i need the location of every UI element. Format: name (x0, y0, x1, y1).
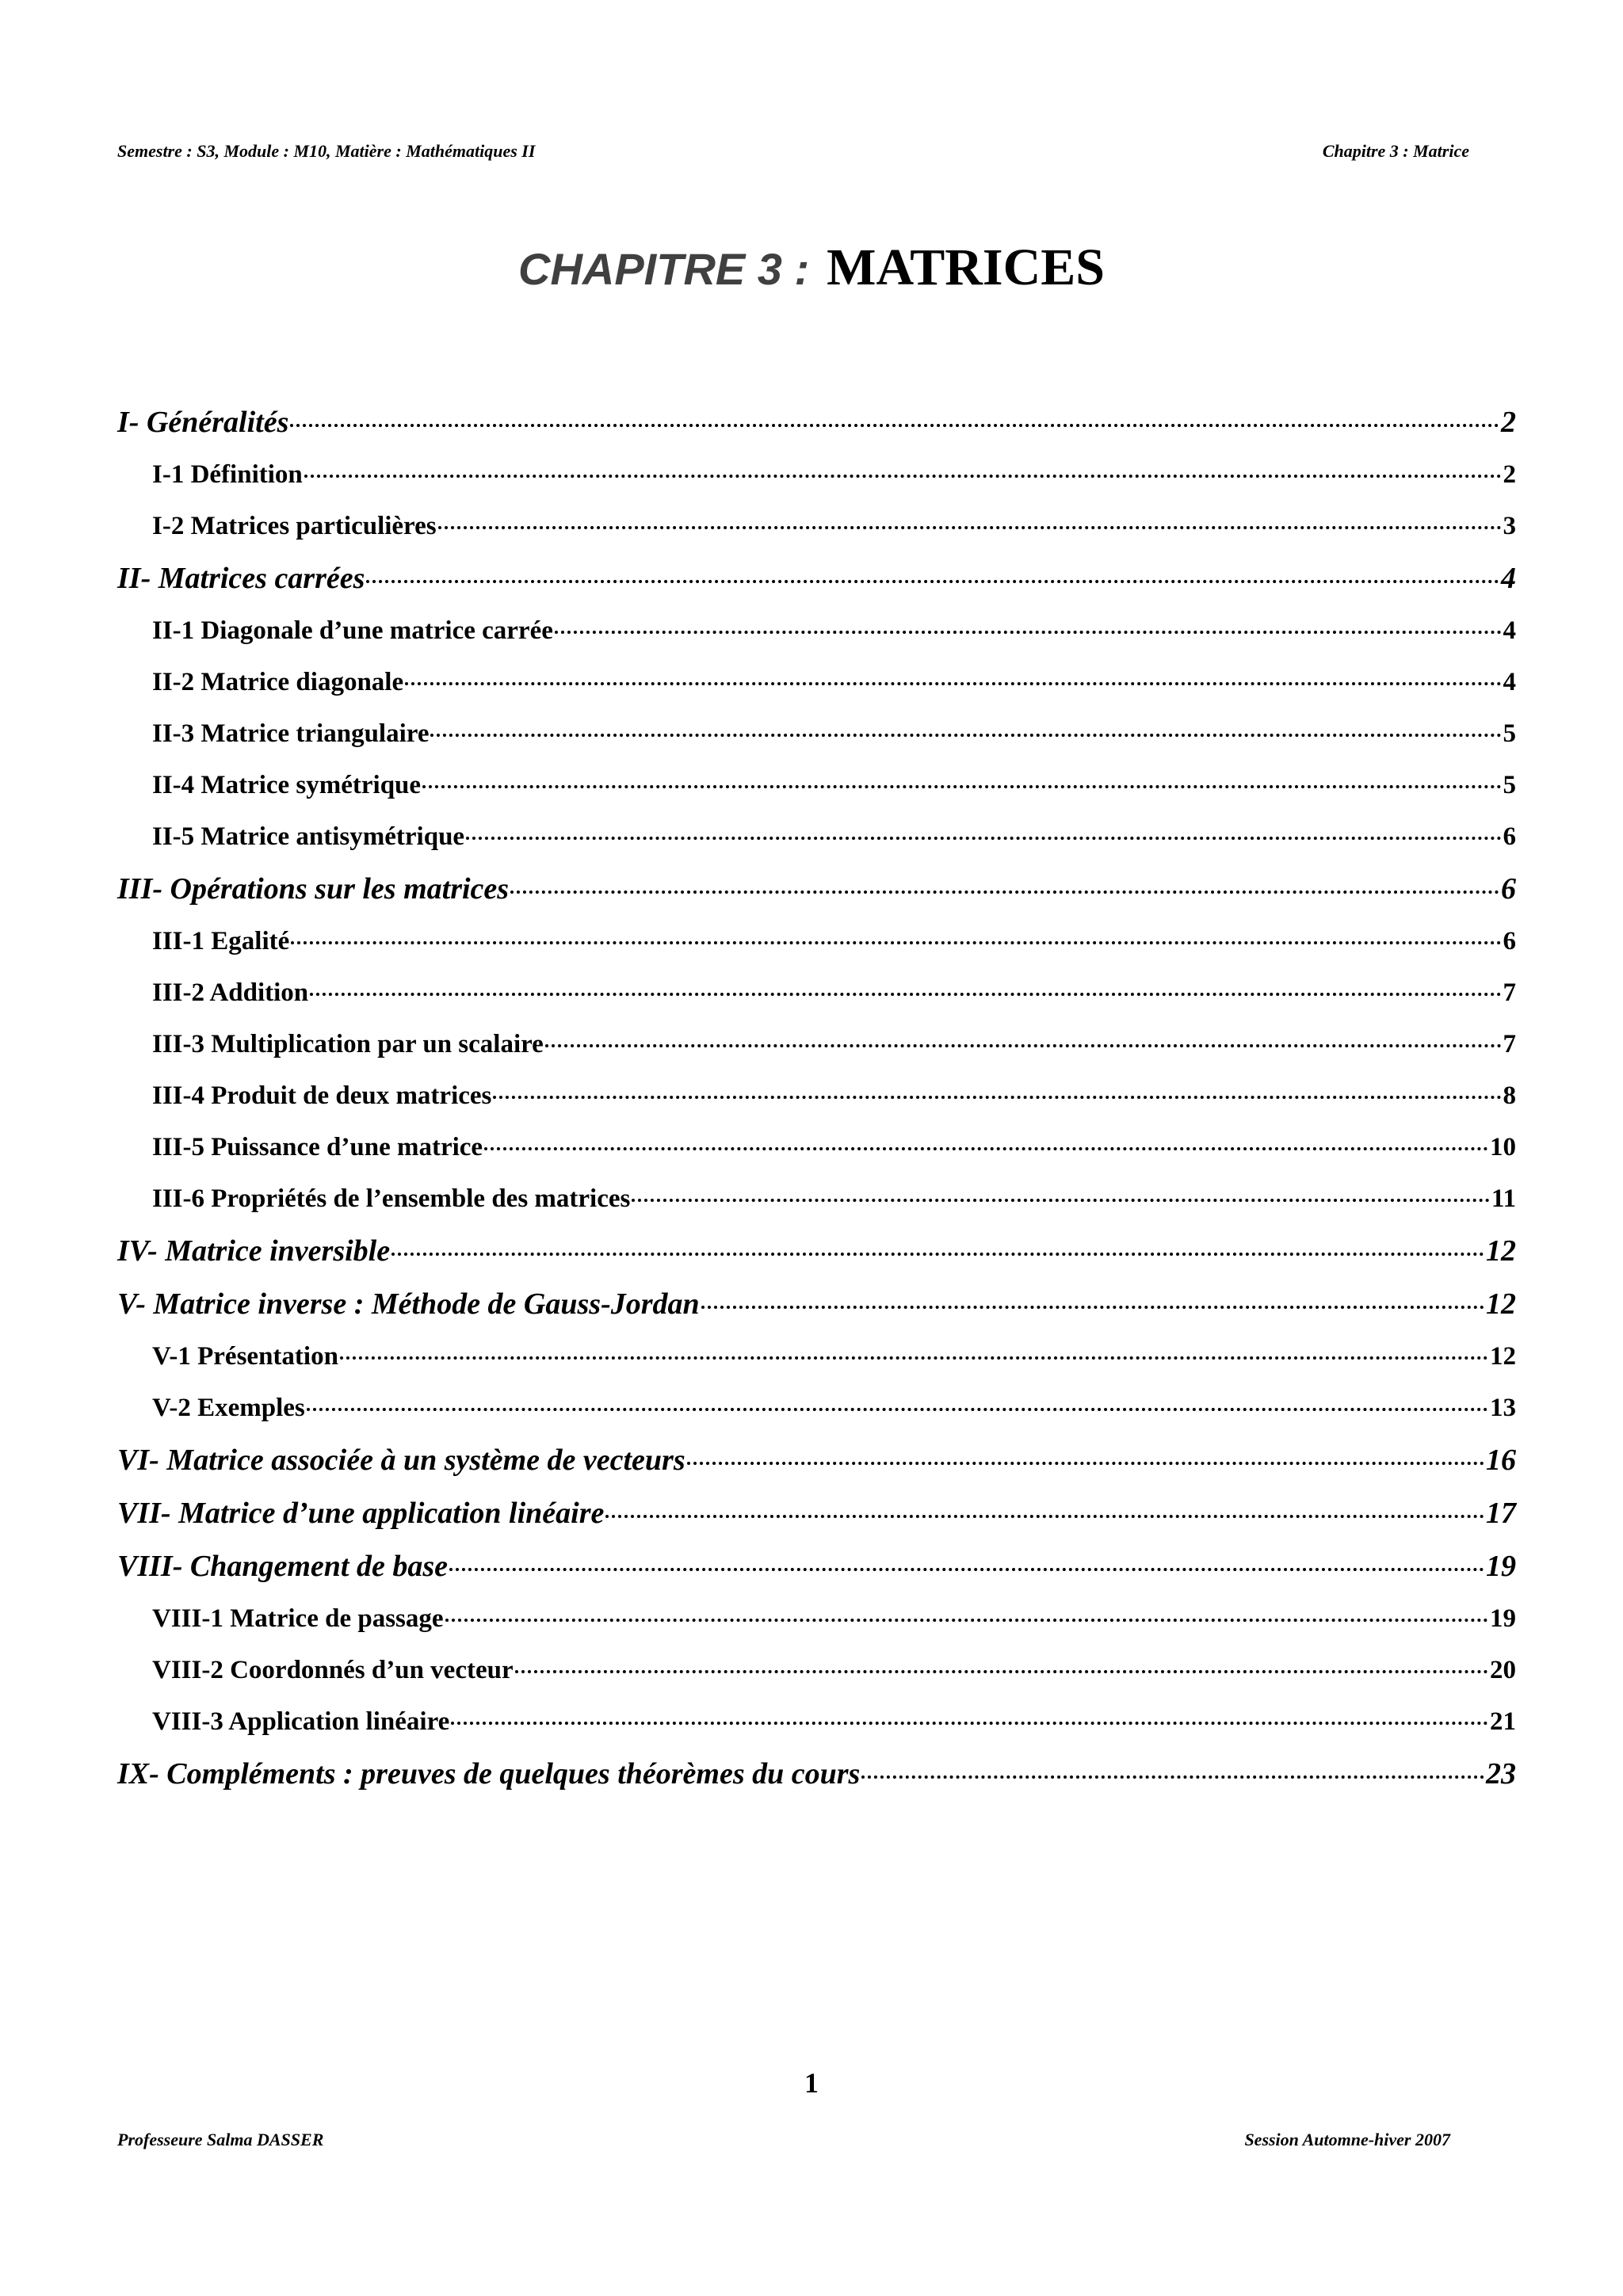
toc-dot-leader (422, 785, 1501, 788)
toc-subsection-entry[interactable] (117, 1173, 1516, 1225)
toc-entry-label: II-2 Matrice diagonale (152, 668, 404, 696)
toc-subsection-entry[interactable] (117, 1019, 1516, 1070)
toc-section-entry[interactable] (117, 863, 1516, 916)
toc-entry-page: 4 (1501, 562, 1516, 595)
toc-dot-leader (366, 580, 1499, 583)
toc-dot-leader (340, 1356, 1488, 1360)
toc-entry-page: 19 (1486, 1550, 1516, 1583)
toc-entry-page: 6 (1503, 822, 1516, 851)
toc-subsection-entry[interactable] (117, 811, 1516, 863)
toc-dot-leader (449, 1568, 1484, 1571)
toc-entry-label: III-3 Multiplication par un scalaire (152, 1030, 544, 1058)
toc-dot-leader (405, 682, 1501, 685)
toc-entry-page: 23 (1486, 1757, 1516, 1791)
toc-dot-leader (545, 1044, 1502, 1047)
toc-section-entry[interactable] (117, 396, 1516, 449)
toc-section-entry[interactable] (117, 1748, 1516, 1801)
toc-section-entry[interactable] (117, 1540, 1516, 1593)
toc-entry-page: 11 (1491, 1184, 1516, 1213)
chapter-title-prefix: CHAPITRE 3 : (518, 244, 810, 294)
toc-entry-label: VIII-1 Matrice de passage (152, 1604, 444, 1633)
toc-subsection-entry[interactable] (117, 1331, 1516, 1383)
toc-entry-label: V- Matrice inverse : Méthode de Gauss-Jordan (117, 1287, 700, 1321)
toc-entry-label: VIII- Changement de base (117, 1550, 448, 1583)
toc-dot-leader (291, 941, 1501, 944)
toc-dot-leader (304, 475, 1502, 478)
toc-entry-label: II-1 Diagonale d’une matrice carrée (152, 616, 553, 645)
toc-entry-page: 16 (1486, 1444, 1516, 1477)
toc-entry-page: 19 (1490, 1604, 1516, 1633)
toc-dot-leader (555, 631, 1502, 634)
chapter-title-main: MATRICES (827, 238, 1105, 296)
toc-dot-leader (451, 1722, 1488, 1725)
chapter-title (0, 238, 1623, 298)
toc-dot-leader (687, 1462, 1484, 1465)
footer-left: Professeure Salma DASSER (117, 2130, 324, 2149)
toc-dot-leader (605, 1515, 1484, 1518)
toc-entry-label: III-5 Puissance d’une matrice (152, 1133, 483, 1161)
toc-entry-page: 12 (1490, 1342, 1516, 1371)
footer-right: Session Automne-hiver 2007 (1244, 2130, 1450, 2149)
toc-entry-label: I-2 Matrices particulières (152, 512, 437, 540)
toc-entry-page: 20 (1490, 1656, 1516, 1684)
toc-entry-page: 6 (1503, 927, 1516, 955)
toc-entry-page: 7 (1503, 978, 1516, 1007)
toc-entry-page: 2 (1503, 460, 1516, 489)
toc-section-entry[interactable] (117, 1278, 1516, 1331)
toc-entry-page: 7 (1503, 1030, 1516, 1058)
toc-dot-leader (430, 734, 1501, 737)
toc-entry-page: 4 (1503, 668, 1516, 696)
toc-dot-leader (493, 1096, 1501, 1099)
toc-dot-leader (466, 837, 1501, 840)
toc-dot-leader (290, 424, 1499, 427)
toc-entry-label: VII- Matrice d’une application linéaire (117, 1497, 605, 1530)
toc-entry-label: V-2 Exemples (152, 1394, 305, 1422)
toc-subsection-entry[interactable] (117, 760, 1516, 811)
toc-section-entry[interactable] (117, 1434, 1516, 1487)
toc-section-entry[interactable] (117, 552, 1516, 605)
toc-dot-leader (307, 1408, 1488, 1411)
toc-entry-label: I-1 Définition (152, 460, 303, 489)
toc-dot-leader (438, 526, 1502, 529)
toc-entry-page: 5 (1503, 771, 1516, 799)
toc-entry-page: 5 (1503, 719, 1516, 748)
toc-entry-label: I- Généralités (117, 406, 289, 439)
toc-subsection-entry[interactable] (117, 605, 1516, 657)
toc-entry-page: 2 (1501, 406, 1516, 439)
toc-entry-page: 21 (1490, 1707, 1516, 1736)
toc-entry-label: IX- Compléments : preuves de quelques théorèmes du cours (117, 1757, 861, 1791)
toc-entry-label: II-5 Matrice antisymétrique (152, 822, 465, 851)
running-header-right: Chapitre 3 : Matrice (1322, 141, 1469, 161)
toc-dot-leader (701, 1306, 1484, 1309)
toc-subsection-entry[interactable] (117, 1383, 1516, 1434)
toc-entry-label: VI- Matrice associée à un système de vecteurs (117, 1444, 685, 1477)
toc-subsection-entry[interactable] (117, 1593, 1516, 1645)
toc-entry-page: 3 (1503, 512, 1516, 540)
toc-subsection-entry[interactable] (117, 1122, 1516, 1173)
toc-entry-label: III- Opérations sur les matrices (117, 872, 510, 906)
toc-dot-leader (515, 1670, 1488, 1673)
toc-subsection-entry[interactable] (117, 1696, 1516, 1748)
toc-dot-leader (391, 1253, 1484, 1256)
toc-entry-page: 12 (1486, 1234, 1516, 1268)
toc-subsection-entry[interactable] (117, 501, 1516, 552)
toc-entry-label: II-3 Matrice triangulaire (152, 719, 430, 748)
toc-subsection-entry[interactable] (117, 1070, 1516, 1122)
toc-entry-page: 8 (1503, 1081, 1516, 1110)
toc-dot-leader (510, 891, 1499, 894)
toc-entry-page: 17 (1486, 1497, 1516, 1530)
toc-section-entry[interactable] (117, 1487, 1516, 1540)
toc-subsection-entry[interactable] (117, 708, 1516, 760)
toc-subsection-entry[interactable] (117, 657, 1516, 708)
toc-subsection-entry[interactable] (117, 1645, 1516, 1696)
page-number: 1 (804, 2067, 819, 2099)
toc-entry-page: 13 (1490, 1394, 1516, 1422)
toc-entry-page: 10 (1490, 1133, 1516, 1161)
toc-dot-leader (310, 993, 1501, 996)
toc-entry-label: VIII-2 Coordonnés d’un vecteur (152, 1656, 514, 1684)
table-of-contents (117, 396, 1516, 1801)
toc-entry-label: II- Matrices carrées (117, 562, 365, 595)
running-header-left: Semestre : S3, Module : M10, Matière : Mathématiques II (117, 141, 536, 161)
toc-subsection-entry[interactable] (117, 449, 1516, 501)
toc-dot-leader (484, 1147, 1488, 1150)
toc-entry-label: V-1 Présentation (152, 1342, 338, 1371)
toc-entry-page: 12 (1486, 1287, 1516, 1321)
toc-entry-label: III-1 Egalité (152, 927, 290, 955)
toc-dot-leader (632, 1199, 1489, 1202)
toc-entry-label: III-2 Addition (152, 978, 309, 1007)
toc-entry-page: 4 (1503, 616, 1516, 645)
toc-subsection-entry[interactable] (117, 967, 1516, 1019)
toc-section-entry[interactable] (117, 1225, 1516, 1278)
toc-entry-label: III-4 Produit de deux matrices (152, 1081, 492, 1110)
toc-entry-label: II-4 Matrice symétrique (152, 771, 422, 799)
toc-entry-page: 6 (1501, 872, 1516, 906)
toc-dot-leader (861, 1775, 1484, 1779)
toc-entry-label: VIII-3 Application linéaire (152, 1707, 450, 1736)
toc-subsection-entry[interactable] (117, 916, 1516, 967)
toc-dot-leader (445, 1619, 1488, 1622)
toc-entry-label: III-6 Propriétés de l’ensemble des matrices (152, 1184, 631, 1213)
toc-entry-label: IV- Matrice inversible (117, 1234, 391, 1268)
